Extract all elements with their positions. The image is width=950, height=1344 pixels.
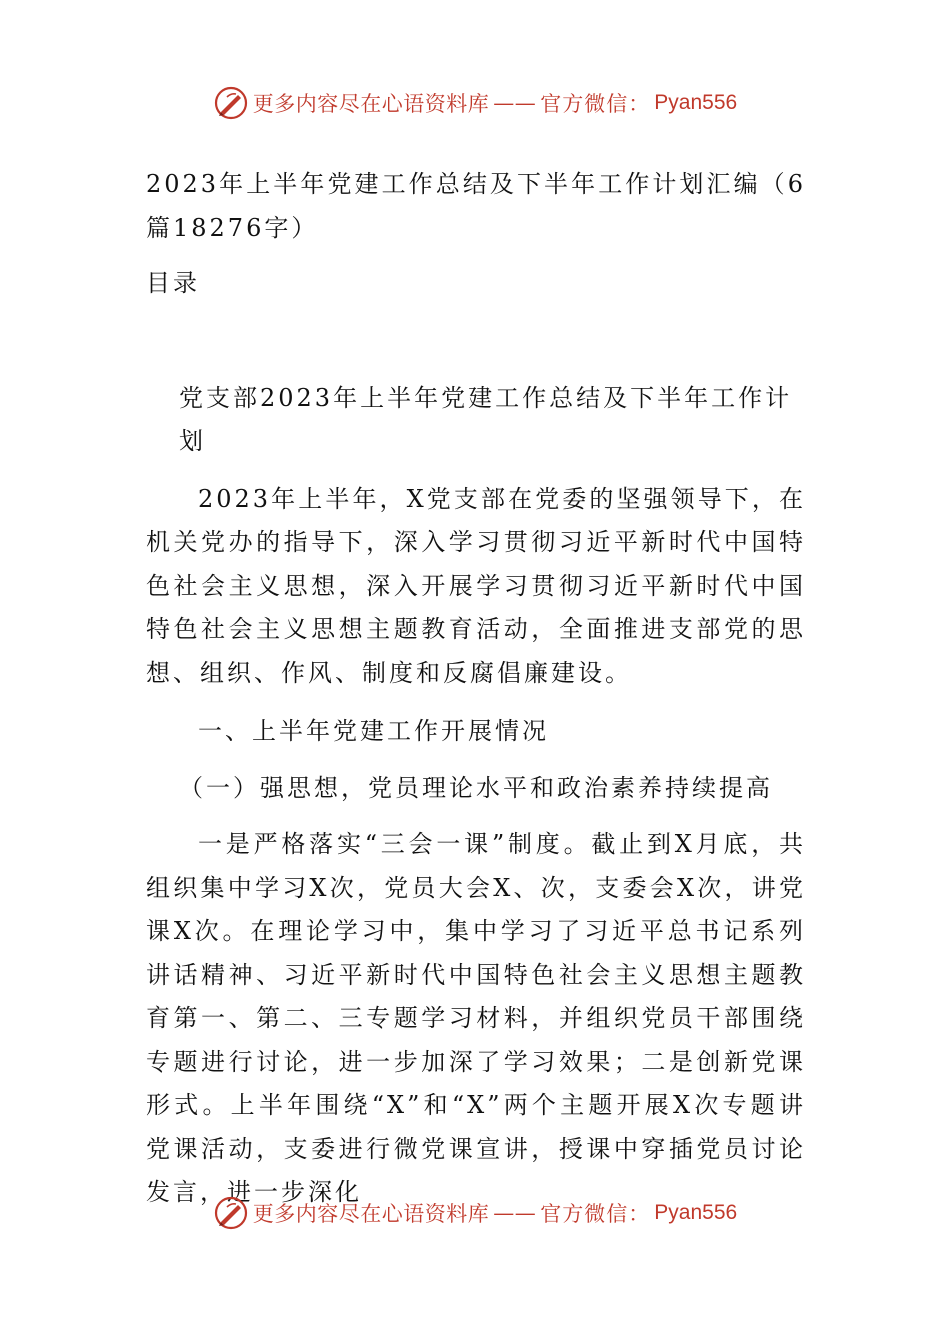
document-body	[146, 163, 806, 1215]
pen-logo-icon	[213, 1195, 249, 1231]
heading-level-2: （一）强思想，党员理论水平和政治素养持续提高	[179, 773, 773, 802]
header-watermark	[0, 83, 950, 123]
toc-label: 目录	[146, 269, 200, 297]
heading-level-1: 一、上半年党建工作开展情况	[198, 717, 549, 745]
watermark-wechat-label: 官方微信：	[540, 1202, 651, 1226]
watermark-wechat-id: Pyan556	[654, 1201, 738, 1224]
intro-paragraph: 2023年上半年，X党支部在党委的坚强领导下，在机关党办的指导下，深入学习贯彻习近平新时代中国特色社会主义思想，深入开展学习贯彻习近平新时代中国特色社会主义思想主题教育活动，全面推进支部党的思想、组织、作风、制度和反腐倡廉建设。	[146, 484, 806, 687]
body-paragraph: 一是严格落实“三会一课”制度。截止到X月底，共组织集中学习X次，党员大会X、次，支委会X次，讲党课X次。在理论学习中，集中学习了习近平总书记系列讲话精神、习近平新时代中国特色社会主义思想主题教育第一、第二、三专题学习材料，并组织党员干部围绕专题进行讨论，进一步加深了学习效果；二是创新党课形式。上半年围绕“X”和“X”两个主题开展X次专题讲党课活动，支委进行微党课宣讲，授课中穿插党员讨论发言，进一步深化	[146, 830, 806, 1206]
watermark-separator: ——	[493, 1201, 537, 1225]
watermark-wechat-label: 官方微信：	[540, 92, 651, 116]
document-title: 2023年上半年党建工作总结及下半年工作计划汇编（6篇18276字）	[146, 170, 806, 242]
watermark-wechat-id: Pyan556	[654, 91, 738, 114]
pen-logo-icon	[213, 85, 249, 121]
watermark-text: 更多内容尽在心语资料库	[252, 92, 490, 116]
footer-watermark	[0, 1193, 950, 1233]
section-title: 党支部2023年上半年党建工作总结及下半年工作计划	[179, 383, 793, 455]
watermark-text: 更多内容尽在心语资料库	[252, 1202, 490, 1226]
watermark-separator: ——	[493, 91, 537, 115]
